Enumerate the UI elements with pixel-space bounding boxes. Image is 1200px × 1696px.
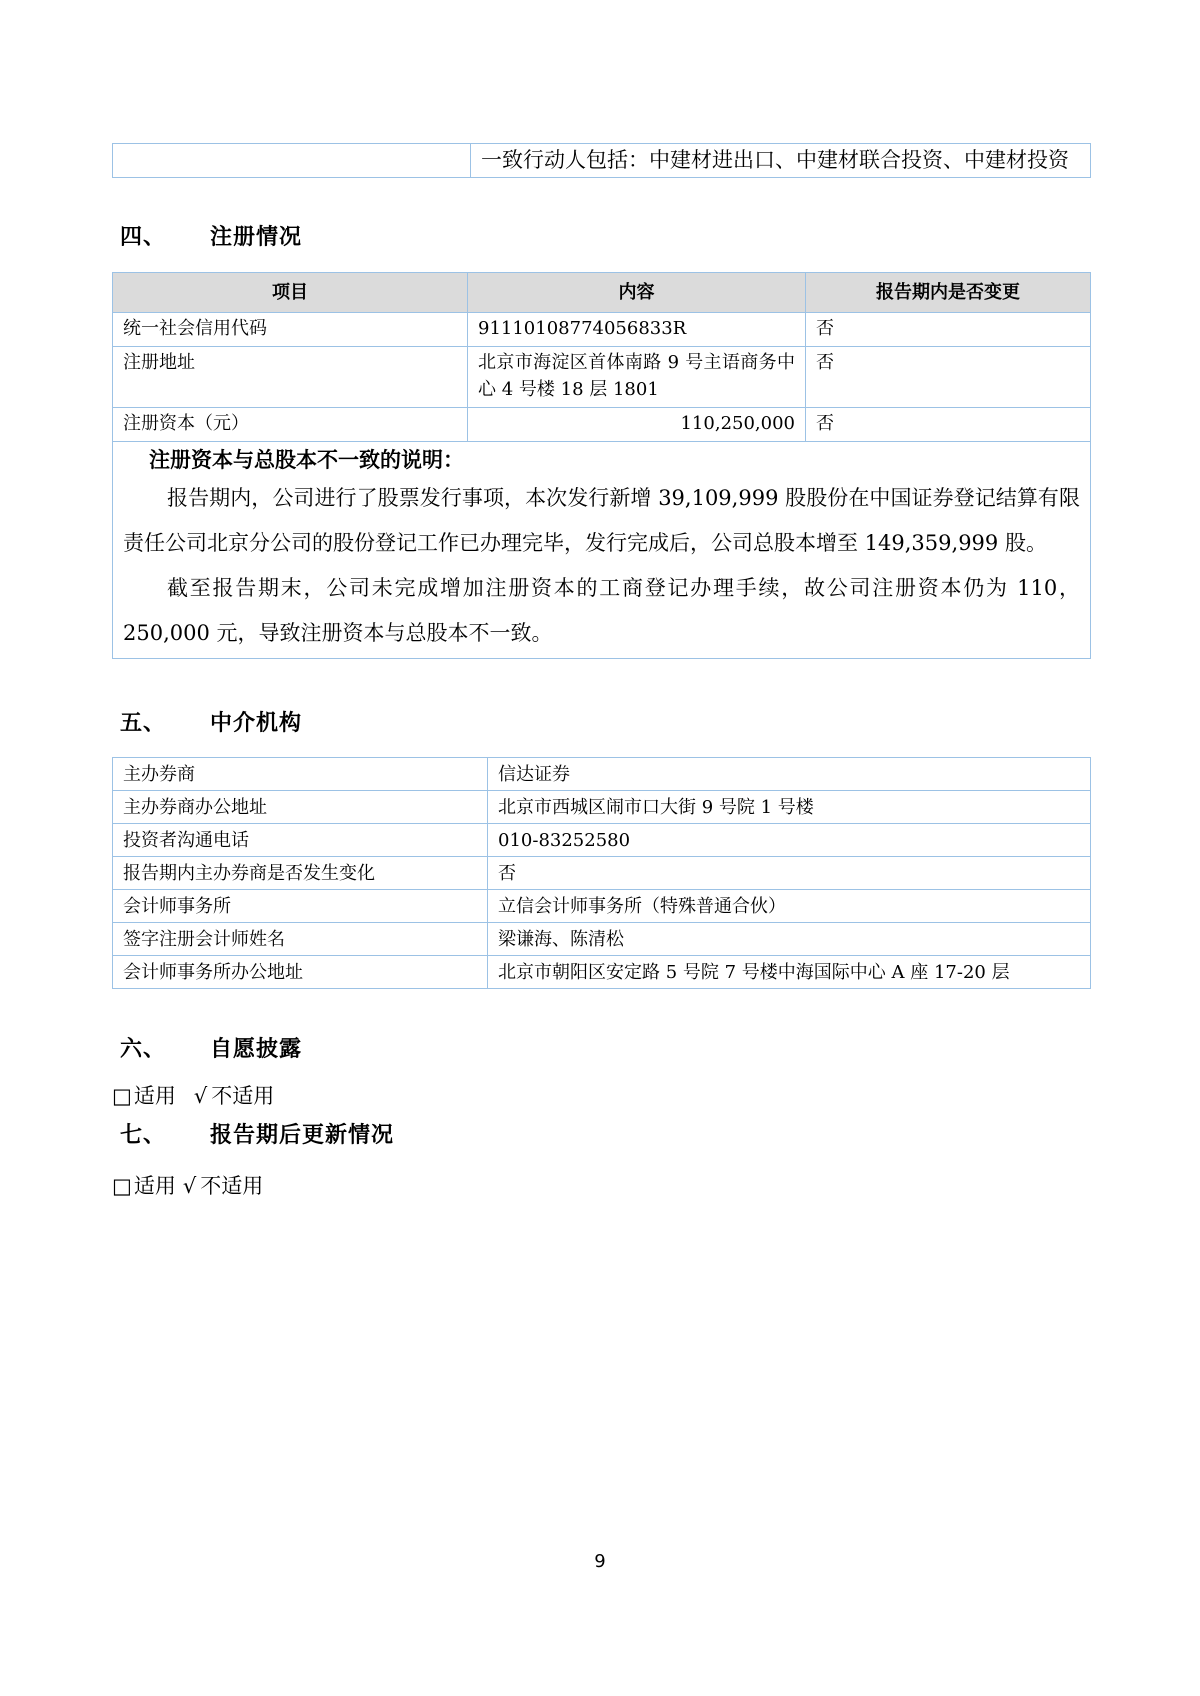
carryover-text-cell: 一致行动人包括：中建材进出口、中建材联合投资、中建材投资 <box>471 144 1091 178</box>
table-row <box>113 857 1091 890</box>
table-row <box>113 408 1091 442</box>
cell-changed: 否 <box>806 347 1091 408</box>
carryover-table <box>112 143 1091 178</box>
table-row <box>113 824 1091 857</box>
checkbox-unchecked-icon: □ <box>112 1174 132 1198</box>
registration-table <box>112 272 1091 659</box>
section-number: 四、 <box>120 224 167 250</box>
section-number: 七、 <box>120 1122 167 1148</box>
applicable-label: 适用 <box>133 1174 176 1198</box>
table-row <box>113 758 1091 791</box>
section-heading-post-period-updates <box>112 1122 1090 1148</box>
cell-changed: 否 <box>806 408 1091 442</box>
table-header-row <box>113 273 1091 313</box>
cell-content: 91110108774056833R <box>468 313 806 347</box>
table-row <box>113 923 1091 956</box>
table-row <box>113 313 1091 347</box>
note-title: 注册资本与总股本不一致的说明： <box>149 447 464 472</box>
section-title: 中介机构 <box>210 710 303 736</box>
page-number: 9 <box>594 1551 606 1572</box>
carryover-empty-cell <box>113 144 471 178</box>
cell-label: 主办券商办公地址 <box>113 791 488 824</box>
column-header-content: 内容 <box>468 273 806 313</box>
note-paragraph: 报告期内，公司进行了股票发行事项，本次发行新增 39,109,999 股股份在中国证券登记结算有限责任公司北京分公司的股份登记工作已办理完毕，发行完成后，公司总股本增至 149,359,999 股。 <box>123 486 1080 555</box>
table-row <box>113 791 1091 824</box>
cell-value: 北京市西城区闹市口大街 9 号院 1 号楼 <box>488 791 1091 824</box>
cell-item: 统一社会信用代码 <box>113 313 468 347</box>
section-number: 六、 <box>120 1036 167 1062</box>
column-header-item: 项目 <box>113 273 468 313</box>
cell-label: 签字注册会计师姓名 <box>113 923 488 956</box>
section-number: 五、 <box>120 710 167 736</box>
applicability-line <box>112 1174 263 1198</box>
check-mark-icon: √ <box>182 1174 197 1198</box>
section-heading-registration <box>112 224 1090 250</box>
cell-value: 北京市朝阳区安定路 5 号院 7 号楼中海国际中心 A 座 17-20 层 <box>488 956 1091 989</box>
table-row <box>113 144 1091 178</box>
cell-item: 注册地址 <box>113 347 468 408</box>
cell-item: 注册资本（元） <box>113 408 468 442</box>
cell-label: 投资者沟通电话 <box>113 824 488 857</box>
not-applicable-label: 不适用 <box>200 1174 264 1198</box>
check-mark-icon: √ <box>193 1084 208 1108</box>
cell-value: 010-83252580 <box>488 824 1091 857</box>
note-cell <box>113 442 1091 659</box>
section-title: 注册情况 <box>210 224 303 250</box>
applicable-label: 适用 <box>133 1084 176 1108</box>
not-applicable-label: 不适用 <box>211 1084 275 1108</box>
cell-label: 主办券商 <box>113 758 488 791</box>
column-header-changed: 报告期内是否变更 <box>806 273 1091 313</box>
checkbox-unchecked-icon: □ <box>112 1084 132 1108</box>
cell-label: 会计师事务所办公地址 <box>113 956 488 989</box>
cell-value: 否 <box>488 857 1091 890</box>
cell-changed: 否 <box>806 313 1091 347</box>
cell-content: 110,250,000 <box>468 408 806 442</box>
table-row <box>113 956 1091 989</box>
table-note-row <box>113 442 1091 659</box>
table-row <box>113 890 1091 923</box>
cell-value: 信达证券 <box>488 758 1091 791</box>
section-heading-voluntary-disclosure <box>112 1036 1090 1062</box>
table-row <box>113 347 1091 408</box>
cell-label: 报告期内主办券商是否发生变化 <box>113 857 488 890</box>
note-paragraph: 截至报告期末，公司未完成增加注册资本的工商登记办理手续，故公司注册资本仍为 110，250,000 元，导致注册资本与总股本不一致。 <box>123 576 1080 645</box>
applicability-line <box>112 1084 274 1108</box>
cell-label: 会计师事务所 <box>113 890 488 923</box>
section-heading-intermediaries <box>112 710 1090 736</box>
section-title: 自愿披露 <box>210 1036 303 1062</box>
section-title: 报告期后更新情况 <box>210 1122 395 1148</box>
cell-content: 北京市海淀区首体南路 9 号主语商务中心 4 号楼 18 层 1801 <box>468 347 806 408</box>
cell-value: 立信会计师事务所（特殊普通合伙） <box>488 890 1091 923</box>
cell-value: 梁谦海、陈清松 <box>488 923 1091 956</box>
intermediary-table <box>112 757 1091 989</box>
